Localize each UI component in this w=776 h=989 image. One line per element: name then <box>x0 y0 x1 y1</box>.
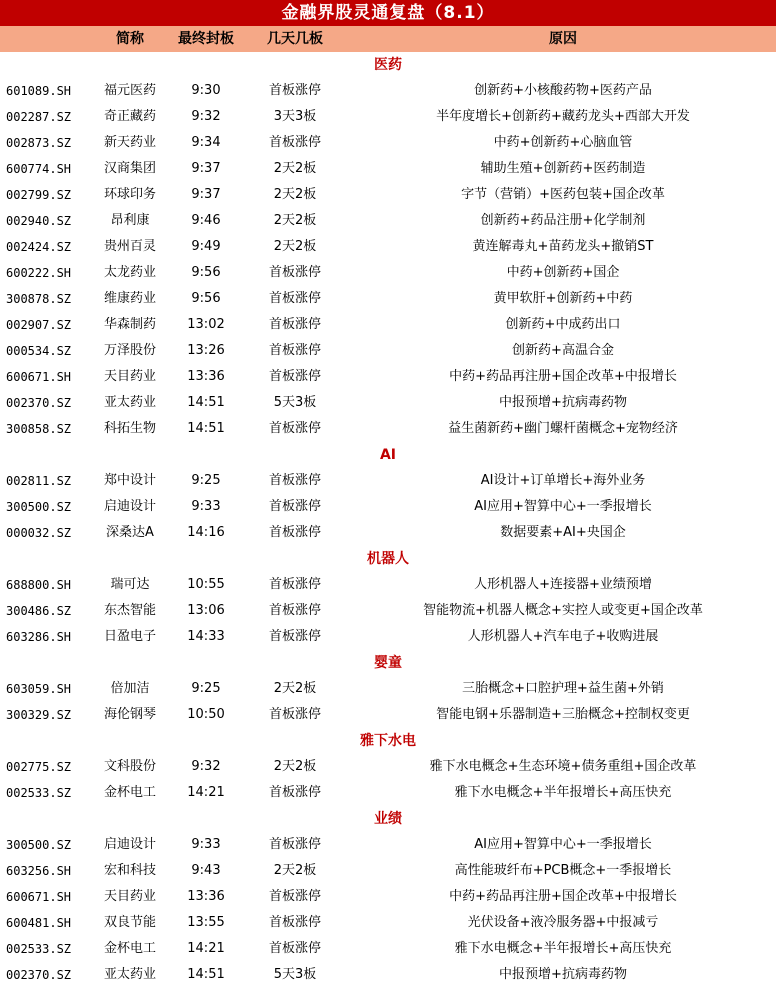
days-boards: 首板涨停 <box>268 343 321 358</box>
stock-code: 300486.SZ <box>6 604 72 618</box>
stock-name: 新天药业 <box>103 135 156 150</box>
reason: 创新药+小核酸药物+医药产品 <box>474 83 652 98</box>
stock-name: 金杯电工 <box>103 941 156 956</box>
reason: 三胎概念+口腔护理+益生菌+外销 <box>462 681 664 696</box>
reason: 光伏设备+液冷服务器+中报减亏 <box>467 915 659 930</box>
stock-code: 002424.SZ <box>6 240 72 254</box>
stock-code: 002907.SZ <box>6 318 72 332</box>
final-seal-time: 14:33 <box>187 629 225 644</box>
table-row <box>0 936 776 962</box>
stock-code: 600671.SH <box>6 370 72 384</box>
days-boards: 2天2板 <box>273 863 317 878</box>
stock-name: 郑中设计 <box>103 473 156 488</box>
days-boards: 首板涨停 <box>268 629 321 644</box>
table-row <box>0 676 776 702</box>
final-seal-time: 14:51 <box>187 395 225 410</box>
stock-name: 金杯电工 <box>103 785 156 800</box>
stock-name: 东杰智能 <box>103 603 156 618</box>
reason: 中药+创新药+国企 <box>506 265 620 280</box>
reason: 智能物流+机器人概念+实控人或变更+国企改革 <box>423 603 703 618</box>
days-boards: 首板涨停 <box>268 421 321 436</box>
reason: 中报预增+抗病毒药物 <box>499 967 627 982</box>
stock-code: 002533.SZ <box>6 942 72 956</box>
table-row <box>0 754 776 780</box>
stock-code: 002775.SZ <box>6 760 72 774</box>
final-seal-time: 9:37 <box>191 161 221 176</box>
table-row <box>0 390 776 416</box>
days-boards: 首板涨停 <box>268 785 321 800</box>
table-row <box>0 338 776 364</box>
stock-code: 300329.SZ <box>6 708 72 722</box>
reason: 数据要素+AI+央国企 <box>500 525 626 540</box>
reason: 中药+创新药+心脑血管 <box>493 135 633 150</box>
final-seal-time: 10:50 <box>187 707 225 722</box>
days-boards: 首板涨停 <box>268 707 321 722</box>
final-seal-time: 13:02 <box>187 317 225 332</box>
final-seal-time: 14:51 <box>187 421 225 436</box>
final-seal-time: 9:25 <box>191 473 221 488</box>
days-boards: 首板涨停 <box>268 135 321 150</box>
table-row <box>0 780 776 806</box>
stock-code: 300500.SZ <box>6 838 72 852</box>
sheet-title: 金融界股灵通复盘（8.1） <box>0 0 776 26</box>
table-row <box>0 572 776 598</box>
stock-name: 天目药业 <box>103 369 156 384</box>
table-row <box>0 624 776 650</box>
final-seal-time: 9:49 <box>191 239 221 254</box>
reason: 创新药+中成药出口 <box>505 317 621 332</box>
stock-name: 维康药业 <box>103 291 156 306</box>
stock-name: 海伦钢琴 <box>103 707 156 722</box>
header-name: 简称 <box>116 31 144 47</box>
stock-code: 002370.SZ <box>6 396 72 410</box>
stock-name: 倍加洁 <box>110 681 150 696</box>
stock-code: 603256.SH <box>6 864 72 878</box>
stock-code: 603286.SH <box>6 630 72 644</box>
days-boards: 首板涨停 <box>268 291 321 306</box>
final-seal-time: 9:46 <box>191 213 221 228</box>
stock-name: 万泽股份 <box>103 343 156 358</box>
stock-name: 汉商集团 <box>103 161 156 176</box>
table-row <box>0 312 776 338</box>
stock-code: 688800.SH <box>6 578 72 592</box>
table-row <box>0 234 776 260</box>
stock-name: 宏和科技 <box>103 863 156 878</box>
reason: AI应用+智算中心+一季报增长 <box>474 837 652 852</box>
reason: 人形机器人+连接器+业绩预增 <box>474 577 652 592</box>
table-row <box>0 884 776 910</box>
stock-code: 600481.SH <box>6 916 72 930</box>
stock-name: 贵州百灵 <box>103 239 156 254</box>
reason: 雅下水电概念+生态环境+债务重组+国企改革 <box>429 759 697 774</box>
stock-name: 启迪设计 <box>103 837 156 852</box>
reason: 辅助生殖+创新药+医药制造 <box>480 161 646 176</box>
reason: 益生菌新药+幽门螺杆菌概念+宠物经济 <box>448 421 678 436</box>
reason: 中报预增+抗病毒药物 <box>499 395 627 410</box>
final-seal-time: 9:56 <box>191 291 221 306</box>
stock-name: 双良节能 <box>103 915 156 930</box>
stock-code: 600671.SH <box>6 890 72 904</box>
days-boards: 首板涨停 <box>268 317 321 332</box>
final-seal-time: 14:16 <box>187 525 225 540</box>
final-seal-time: 13:36 <box>187 369 225 384</box>
days-boards: 首板涨停 <box>268 889 321 904</box>
stock-name: 奇正藏药 <box>103 109 156 124</box>
final-seal-time: 13:55 <box>187 915 225 930</box>
final-seal-time: 9:32 <box>191 109 221 124</box>
stock-name: 太龙药业 <box>103 265 156 280</box>
table-body <box>0 52 776 988</box>
days-boards: 2天2板 <box>273 239 317 254</box>
days-boards: 首板涨停 <box>268 265 321 280</box>
reason: AI设计+订单增长+海外业务 <box>480 473 646 488</box>
stock-name: 日盈电子 <box>103 629 156 644</box>
stock-name: 昂利康 <box>110 213 150 228</box>
stock-code: 600774.SH <box>6 162 72 176</box>
stock-name: 天目药业 <box>103 889 156 904</box>
final-seal-time: 14:21 <box>187 941 225 956</box>
final-seal-time: 9:33 <box>191 499 221 514</box>
reason: 黄连解毒丸+苗药龙头+撤销ST <box>472 239 654 254</box>
final-seal-time: 13:06 <box>187 603 225 618</box>
days-boards: 首板涨停 <box>268 941 321 956</box>
reason: 中药+药品再注册+国企改革+中报增长 <box>449 889 677 904</box>
stock-code: 002533.SZ <box>6 786 72 800</box>
stock-name: 华森制药 <box>103 317 156 332</box>
table-row <box>0 104 776 130</box>
final-seal-time: 9:25 <box>191 681 221 696</box>
reason: 半年度增长+创新药+藏药龙头+西部大开发 <box>436 109 690 124</box>
stock-name: 启迪设计 <box>103 499 156 514</box>
table-row <box>0 130 776 156</box>
days-boards: 首板涨停 <box>268 837 321 852</box>
section-title: 业绩 <box>374 811 402 827</box>
stock-code: 300858.SZ <box>6 422 72 436</box>
header-reason: 原因 <box>549 31 577 47</box>
reason: 中药+药品再注册+国企改革+中报增长 <box>449 369 677 384</box>
table-row <box>0 156 776 182</box>
header-days-boards: 几天几板 <box>267 31 323 47</box>
stock-code: 600222.SH <box>6 266 72 280</box>
reason: 智能电钢+乐器制造+三胎概念+控制权变更 <box>436 707 690 722</box>
reason: 字节（营销）+医药包装+国企改革 <box>461 187 665 202</box>
days-boards: 2天2板 <box>273 161 317 176</box>
section-title: 婴童 <box>374 655 402 671</box>
header-code <box>0 26 86 52</box>
final-seal-time: 9:43 <box>191 863 221 878</box>
table-row <box>0 286 776 312</box>
stock-code: 300500.SZ <box>6 500 72 514</box>
reason: 创新药+高温合金 <box>512 343 614 358</box>
stock-code: 002811.SZ <box>6 474 72 488</box>
table-row <box>0 494 776 520</box>
days-boards: 首板涨停 <box>268 577 321 592</box>
table-row <box>0 416 776 442</box>
table-row <box>0 364 776 390</box>
days-boards: 5天3板 <box>273 967 317 982</box>
days-boards: 2天2板 <box>273 681 317 696</box>
table-row <box>0 910 776 936</box>
reason: 高性能玻纤布+PCB概念+一季报增长 <box>454 863 672 878</box>
stock-code: 000534.SZ <box>6 344 72 358</box>
final-seal-time: 14:51 <box>187 967 225 982</box>
stock-code: 002799.SZ <box>6 188 72 202</box>
table-row <box>0 702 776 728</box>
table-row <box>0 520 776 546</box>
final-seal-time: 13:36 <box>187 889 225 904</box>
reason: 雅下水电概念+半年报增长+高压快充 <box>454 941 672 956</box>
final-seal-time: 9:33 <box>191 837 221 852</box>
table-row <box>0 468 776 494</box>
days-boards: 3天3板 <box>273 109 317 124</box>
final-seal-time: 9:34 <box>191 135 221 150</box>
stock-code: 002940.SZ <box>6 214 72 228</box>
reason: 黄甲软肝+创新药+中药 <box>493 291 633 306</box>
final-seal-time: 9:37 <box>191 187 221 202</box>
final-seal-time: 9:30 <box>191 83 221 98</box>
final-seal-time: 13:26 <box>187 343 225 358</box>
stock-name: 瑞可达 <box>110 577 150 592</box>
stock-code: 603059.SH <box>6 682 72 696</box>
table-row <box>0 832 776 858</box>
table-row <box>0 182 776 208</box>
stock-name: 环球印务 <box>103 187 156 202</box>
stock-name: 科拓生物 <box>103 421 156 436</box>
reason: AI应用+智算中心+一季报增长 <box>474 499 652 514</box>
table-row <box>0 78 776 104</box>
stock-code: 601089.SH <box>6 84 72 98</box>
days-boards: 首板涨停 <box>268 603 321 618</box>
table-row <box>0 208 776 234</box>
final-seal-time: 14:21 <box>187 785 225 800</box>
days-boards: 首板涨停 <box>268 915 321 930</box>
stock-name: 文科股份 <box>103 759 156 774</box>
reason: 人形机器人+汽车电子+收购进展 <box>467 629 659 644</box>
stock-code: 002873.SZ <box>6 136 72 150</box>
section-title: 机器人 <box>367 551 409 567</box>
days-boards: 2天2板 <box>273 759 317 774</box>
stock-name: 亚太药业 <box>103 967 156 982</box>
final-seal-time: 10:55 <box>187 577 225 592</box>
days-boards: 2天2板 <box>273 213 317 228</box>
days-boards: 首板涨停 <box>268 473 321 488</box>
days-boards: 首板涨停 <box>268 525 321 540</box>
reason: 雅下水电概念+半年报增长+高压快充 <box>454 785 672 800</box>
stock-name: 深桑达A <box>106 525 154 540</box>
section-title: AI <box>379 447 397 463</box>
days-boards: 首板涨停 <box>268 369 321 384</box>
final-seal-time: 9:56 <box>191 265 221 280</box>
table-row <box>0 598 776 624</box>
stock-name: 亚太药业 <box>103 395 156 410</box>
days-boards: 首板涨停 <box>268 499 321 514</box>
stock-code: 300878.SZ <box>6 292 72 306</box>
column-header-row <box>0 26 776 52</box>
stock-code: 002370.SZ <box>6 968 72 982</box>
stock-code: 000032.SZ <box>6 526 72 540</box>
section-title: 医药 <box>374 57 402 73</box>
days-boards: 首板涨停 <box>268 83 321 98</box>
final-seal-time: 9:32 <box>191 759 221 774</box>
table-row <box>0 962 776 988</box>
reason: 创新药+药品注册+化学制剂 <box>480 213 646 228</box>
table-row <box>0 260 776 286</box>
stock-code: 002287.SZ <box>6 110 72 124</box>
header-final-seal-time: 最终封板 <box>178 31 234 47</box>
section-title: 雅下水电 <box>360 733 416 749</box>
stock-name: 福元医药 <box>103 83 156 98</box>
table-row <box>0 858 776 884</box>
days-boards: 5天3板 <box>273 395 317 410</box>
days-boards: 2天2板 <box>273 187 317 202</box>
